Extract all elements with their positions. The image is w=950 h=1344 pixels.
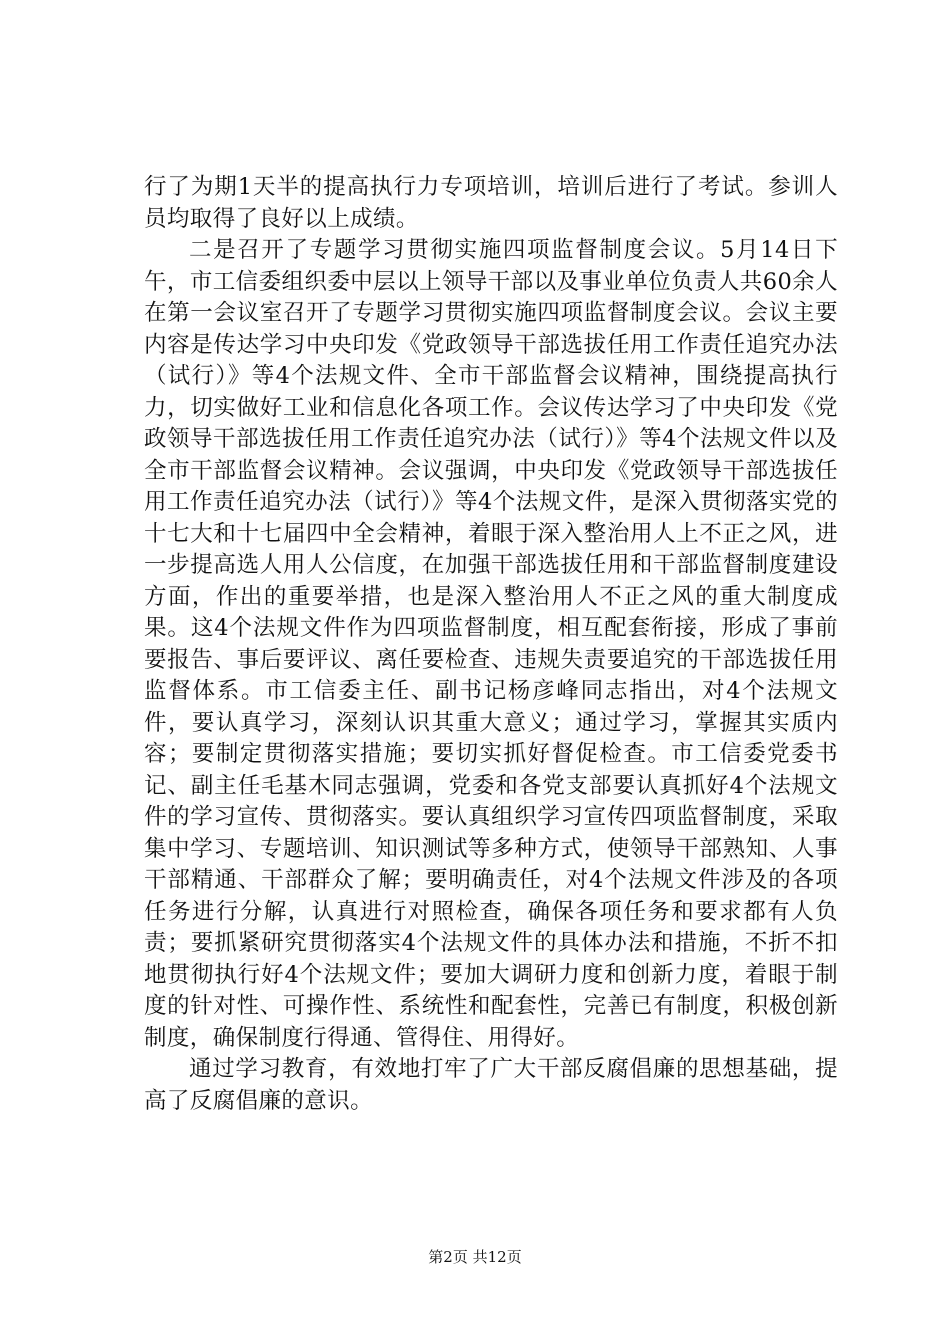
paragraph-meeting: 二是召开了专题学习贯彻实施四项监督制度会议。5月14日下午，市工信委组织委中层以上领导干部以及事业单位负责人共60余人在第一会议室召开了专题学习贯彻实施四项监督制度会议。会议主要内容是传达学习中央印发《党政领导干部选拔任用工作责任追究办法（试行）》等4个法规文件、全市干部监督会议精神，围绕提高执行力，切实做好工业和信息化各项工作。会议传达学习了中央印发《党政领导干部选拔任用工作责任追究办法（试行）》等4个法规文件以及全市干部监督会议精神。会议强调，中央印发《党政领导干部选拔任用工作责任追究办法（试行）》等4个法规文件，是深入贯彻落实党的十七大和十七届四中全会精神，着眼于深入整治用人上不正之风，进一步提高选人用人公信度，在加强干部选拔任用和干部监督制度建设方面，作出的重要举措，也是深入整治用人不正之风的重大制度成果。这4个法规文件作为四项监督制度，相互配套衔接，形成了事前要报告、事后要评议、离任要检查、违规失责要追究的干部选拔任用监督体系。市工信委主任、副书记杨彦峰同志指出，对4个法规文件，要认真学习，深刻认识其重大意义；通过学习，掌握其实质内容；要制定贯彻落实措施；要切实抓好督促检查。市工信委党委书记、副主任毛基木同志强调，党委和各党支部要认真抓好4个法规文件的学习宣传、贯彻落实。要认真组织学习宣传四项监督制度，采取集中学习、专题培训、知识测试等多种方式，使领导干部熟知、人事干部精通、干部群众了解；要明确责任，对4个法规文件涉及的各项任务进行分解，认真进行对照检查，确保各项任务和要求都有人负责；要抓紧研究贯彻落实4个法规文件的具体办法和措施，不折不扣地贯彻执行好4个法规文件；要加大调研力度和创新力度，着眼于制度的针对性、可操作性、系统性和配套性，完善已有制度，积极创新制度，确保制度行得通、管得住、用得好。 [144, 237, 838, 1051]
paragraph-conclusion: 通过学习教育，有效地打牢了广大干部反腐倡廉的思想基础，提高了反腐倡廉的意识。 [144, 1056, 838, 1114]
document-body [144, 172, 838, 1117]
page-footer: 第2页 共12页 [428, 1248, 522, 1266]
paragraph-continuation: 行了为期1天半的提高执行力专项培训，培训后进行了考试。参训人员均取得了良好以上成绩。 [144, 174, 838, 232]
